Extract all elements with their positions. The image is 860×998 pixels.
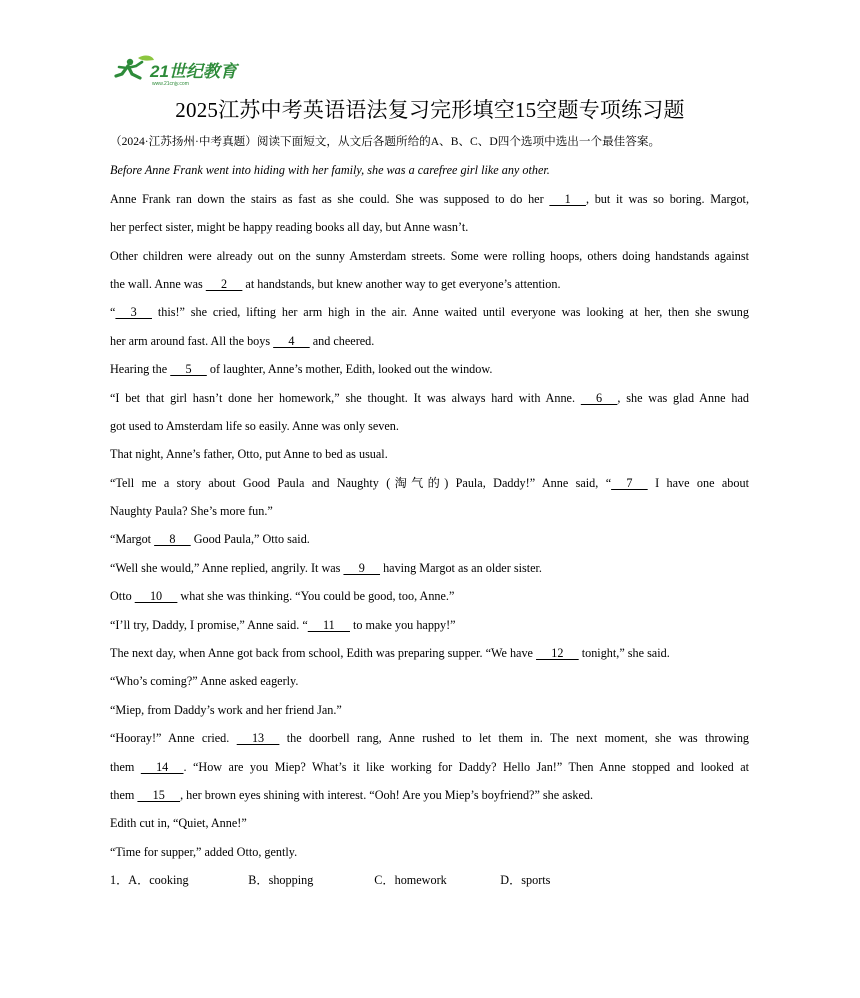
passage-line <box>110 497 749 525</box>
answer-blank[interactable]: 9 <box>343 560 381 575</box>
option-d[interactable]: D．sports <box>500 873 551 888</box>
line-text: , she was glad Anne had <box>617 390 749 405</box>
line-text: , her brown eyes shining with interest. “Ooh! Are you Miep’s boyfriend?” she asked. <box>180 787 593 802</box>
line-text: I have one about <box>647 475 749 490</box>
line-text: . “How are you Miep? What’s it like working for Daddy? Hello Jan!” Then Anne stopped and looked at <box>183 759 749 774</box>
passage-line <box>110 298 749 326</box>
passage-line <box>110 242 749 270</box>
passage-body <box>110 185 749 866</box>
line-text: That night, Anne’s father, Otto, put Anne to bed as usual. <box>110 447 388 462</box>
option-b[interactable]: B．shopping <box>248 873 314 888</box>
passage-line <box>110 384 749 412</box>
passage-line <box>110 696 749 724</box>
runner-logo-icon <box>110 52 250 88</box>
answer-blank[interactable]: 5 <box>170 362 207 377</box>
line-text: Naughty Paula? She’s more fun.” <box>110 504 273 519</box>
line-text: “Tell me a story about Good Paula and Naughty (淘气的) Paula, Daddy!” Anne said, “ <box>110 475 612 490</box>
line-text: Otto <box>110 589 135 604</box>
line-text: having Margot as an older sister. <box>380 560 542 575</box>
line-text: to make you happy!” <box>349 617 456 632</box>
answer-blank[interactable]: 1 <box>549 191 586 206</box>
document-title: 2025江苏中考英语语法复习完形填空15空题专项练习题 <box>175 98 685 122</box>
line-text: and cheered. <box>309 333 375 348</box>
line-text: Good Paula,” Otto said. <box>190 532 310 547</box>
passage-line <box>110 582 749 610</box>
passage-line <box>110 611 749 639</box>
passage-line <box>110 809 749 837</box>
passage-line <box>110 327 749 355</box>
passage-line <box>110 753 749 781</box>
line-text: this!” she cried, lifting her arm high in the air. Anne waited until everyone was looking at her, then she swung <box>151 305 749 320</box>
line-text: “Miep, from Daddy’s work and her friend Jan.” <box>110 702 342 717</box>
line-text: Edith cut in, “Quiet, Anne!” <box>110 816 247 831</box>
passage-line <box>110 639 749 667</box>
passage-line <box>110 525 749 553</box>
line-text: Other children were already out on the sunny Amsterdam streets. Some were rolling hoops, others doing handstands against <box>110 248 749 263</box>
passage-line <box>110 185 749 213</box>
passage-line <box>110 554 749 582</box>
line-text: “Who’s coming?” Anne asked eagerly. <box>110 674 299 689</box>
question-number: 1． <box>110 873 129 888</box>
option-a[interactable]: A．cooking <box>128 873 189 888</box>
line-text: them <box>110 787 138 802</box>
passage-line <box>110 838 749 866</box>
answer-blank[interactable]: 11 <box>307 617 350 632</box>
line-text: tonight,” she said. <box>578 646 670 661</box>
line-text: “Hooray!” Anne cried. <box>110 731 237 746</box>
passage-line <box>110 440 749 468</box>
line-text: the wall. Anne was <box>110 276 206 291</box>
option-c[interactable]: C．homework <box>374 873 447 888</box>
line-text: at handstands, but knew another way to get everyone’s attention. <box>242 276 561 291</box>
line-text: , but it was so boring. Margot, <box>585 191 749 206</box>
passage-line <box>110 355 749 383</box>
line-text: Anne Frank ran down the stairs as fast as she could. She was supposed to do her <box>110 191 550 206</box>
answer-blank[interactable]: 10 <box>134 589 178 604</box>
line-text: the doorbell rang, Anne rushed to let them in. The next moment, she was throwing <box>279 731 750 746</box>
answer-blank[interactable]: 15 <box>137 787 181 802</box>
logo-subtext: www.21cnjy.com <box>152 81 189 87</box>
line-text: them <box>110 759 141 774</box>
line-text: “Time for supper,” added Otto, gently. <box>110 844 298 859</box>
passage-line <box>110 724 749 752</box>
answer-blank[interactable]: 8 <box>154 532 191 547</box>
instructions: （2024·江苏扬州·中考真题）阅读下面短文，从文后各题所给的A、B、C、D四个选项中选出一个最佳答案。 <box>110 135 661 148</box>
answer-blank[interactable]: 2 <box>205 276 243 291</box>
line-text: “Well she would,” Anne replied, angrily. It was <box>110 560 344 575</box>
answer-blank[interactable]: 7 <box>611 475 648 490</box>
line-text: “Margot <box>110 532 155 547</box>
passage-line <box>110 667 749 695</box>
line-text: got used to Amsterdam life so easily. Anne was only seven. <box>110 418 399 433</box>
answer-blank[interactable]: 13 <box>236 731 280 746</box>
answer-blank[interactable]: 14 <box>140 759 184 774</box>
passage-line <box>110 781 749 809</box>
line-text: her perfect sister, might be happy reading books all day, but Anne wasn’t. <box>110 220 469 235</box>
passage-line <box>110 412 749 440</box>
line-text: “I bet that girl hasn’t done her homework,” she thought. It was always hard with Anne. <box>110 390 581 405</box>
passage-line <box>110 270 749 298</box>
site-logo <box>110 52 250 88</box>
line-text: Hearing the <box>110 362 171 377</box>
question-1 <box>110 866 749 894</box>
line-text: The next day, when Anne got back from school, Edith was preparing supper. “We have <box>110 646 537 661</box>
answer-blank[interactable]: 4 <box>273 333 310 348</box>
line-text: “ <box>110 305 116 320</box>
lead-sentence: Before Anne Frank went into hiding with her family, she was a carefree girl like any other. <box>110 163 550 178</box>
passage <box>110 128 749 895</box>
answer-blank[interactable]: 3 <box>115 305 152 320</box>
answer-blank[interactable]: 12 <box>536 646 579 661</box>
line-text: what she was thinking. “You could be good, too, Anne.” <box>177 589 455 604</box>
line-text: her arm around fast. All the boys <box>110 333 274 348</box>
line-text: of laughter, Anne’s mother, Edith, looked out the window. <box>206 362 493 377</box>
line-text: “I’ll try, Daddy, I promise,” Anne said. “ <box>110 617 308 632</box>
answer-blank[interactable]: 6 <box>580 390 618 405</box>
logo-text: 21世纪教育 <box>150 62 237 81</box>
passage-line <box>110 469 749 497</box>
passage-line <box>110 213 749 241</box>
